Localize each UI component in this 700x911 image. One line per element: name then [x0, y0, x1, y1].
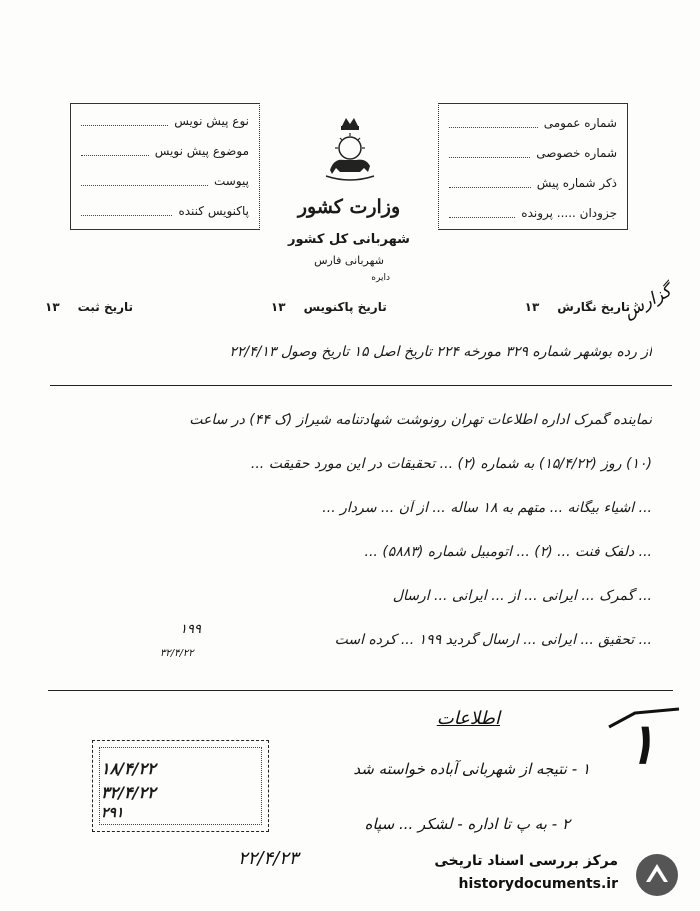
field-draft-subject: موضوع پیش نویس	[81, 144, 249, 158]
date-written: تاریخ نگارش ۱۳	[524, 300, 630, 314]
footer-item-1: ۱ - نتیجه از شهربانی آباده خواسته شد	[353, 760, 590, 778]
date-registered: تاریخ ثبت ۱۳	[45, 300, 134, 314]
field-file-folder: جزودان ..... پرونده	[449, 206, 617, 220]
signature: ۲۲/۴/۲۳	[238, 848, 299, 869]
field-private-number: شماره خصوصی	[449, 146, 617, 160]
body-line: ... گمرک ... ایرانی ... از ... ایرانی ... ارسال	[392, 588, 652, 604]
ref-number-small: ۱۹۹	[180, 622, 201, 637]
footer-item-2: ۲ - به پ تا اداره - لشکر ... سپاه	[364, 815, 570, 833]
date-copied: تاریخ پاکنویس ۱۳	[270, 300, 387, 314]
lion-and-sun-emblem-icon	[320, 112, 380, 187]
field-copier: پاکنویس کننده	[81, 204, 249, 218]
dates-row	[45, 300, 630, 314]
right-info-box	[438, 103, 628, 230]
archive-logo-icon	[634, 852, 680, 898]
field-draft-type: نوع پیش نویس	[81, 114, 249, 128]
body-line: ... اشیاء بیگانه ... متهم به ۱۸ ساله ... از آن ... سردار ...	[322, 500, 652, 516]
body-line: نماینده گمرک اداره اطلاعات تهران رونوشت شهادتنامه شیراز (ک ۴۴) در ساعت	[189, 412, 652, 428]
registration-stamp	[92, 740, 269, 832]
stamp-line-2: ۳۲/۴/۲۲	[101, 783, 156, 802]
field-attachment: پیوست	[81, 174, 249, 188]
ministry-title: وزارت کشور	[297, 196, 401, 218]
department-label: دایره	[371, 273, 390, 283]
side-mark-stroke	[605, 705, 685, 735]
divider-top	[50, 385, 672, 386]
police-office-title: شهربانی کل کشور	[288, 232, 410, 247]
side-mark: ۱	[626, 712, 657, 777]
margin-note: گزارش	[620, 281, 675, 323]
stamp-line-3: ۲۹۱	[101, 805, 124, 821]
body-line: ... تحقیق ... ایرانی ... ارسال گردید ۱۹۹ ... کرده است	[334, 632, 652, 648]
watermark-url: historydocuments.ir	[458, 876, 618, 892]
field-previous-number: ذکر شماره پیش	[449, 176, 617, 190]
stamp-line-1: ۱۸/۴/۲۲	[101, 759, 156, 778]
province-police-title: شهربانی فارس	[314, 254, 384, 267]
watermark-name: مرکز بررسی اسناد تاریخی	[434, 853, 618, 869]
left-info-box	[70, 103, 260, 230]
divider-bottom	[48, 690, 673, 691]
subject-line: از رده بوشهر شماره ۳۲۹ مورخه ۲۲۴ تاریخ اصل ۱۵ تاریخ وصول ۲۲/۴/۱۳	[229, 344, 652, 360]
body-line: ... دلفک فنت ... (۲) ... اتومبیل شماره (۵۸۸۳) ...	[364, 544, 652, 560]
watermark	[418, 850, 688, 900]
footer-heading: اطلاعات	[436, 708, 500, 729]
body-line: (۱۰) روز (۱۵/۴/۲۲) به شماره (۲) ... تحقیقات در این مورد حقیقت ...	[250, 456, 652, 472]
field-general-number: شماره عمومی	[449, 116, 617, 130]
ref-date-small: ۳۲/۴/۲۲	[160, 648, 194, 659]
